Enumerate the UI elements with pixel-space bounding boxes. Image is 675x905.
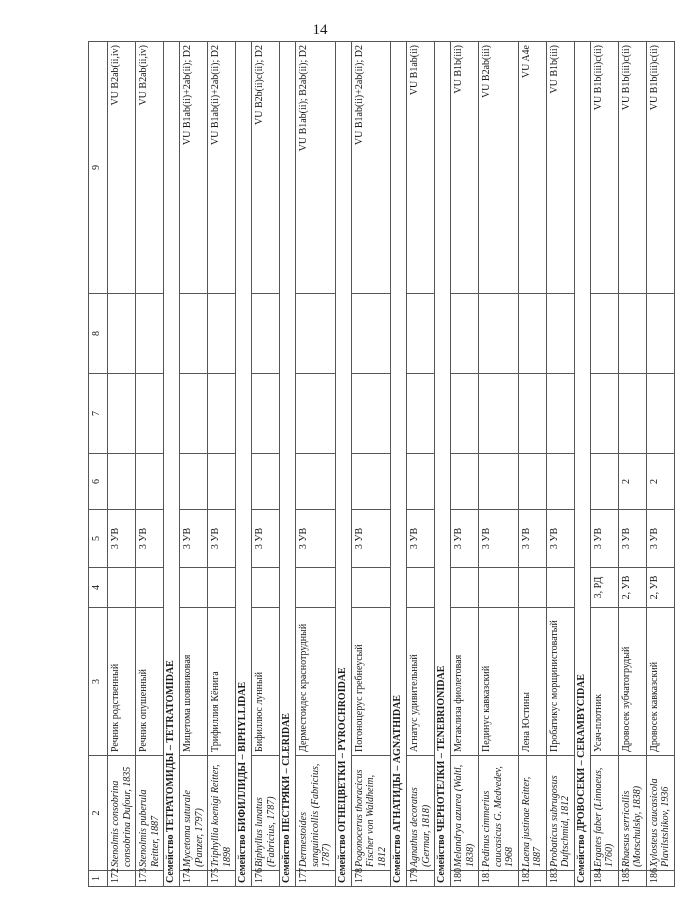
category-col-7 — [646, 374, 674, 454]
row-number: 175 — [208, 871, 236, 887]
category-col-8 — [252, 294, 280, 374]
latin-name: Melandrya azurea (Waltl, 1838) — [451, 756, 479, 871]
category-col-4 — [546, 568, 574, 608]
latin-name: Xylosteus caucasicola Plavilstshikov, 1936 — [646, 756, 674, 871]
latin-name: Stenolmis consobrina consobrina Dufour, 1835 — [108, 756, 136, 871]
column-header-8: 8 — [89, 294, 108, 374]
category-col-6 — [590, 454, 618, 510]
category-col-4 — [451, 568, 479, 608]
column-header-1: 1 — [89, 871, 108, 887]
russian-name: Дровосек зубчатогрудый — [618, 608, 646, 756]
russian-name: Трифиллия Кёнига — [208, 608, 236, 756]
category-col-7 — [590, 374, 618, 454]
category-col-4 — [180, 568, 208, 608]
row-number: 185 — [618, 871, 646, 887]
header-row — [89, 42, 108, 887]
family-row — [391, 42, 407, 887]
category-col-7 — [546, 374, 574, 454]
species-row — [518, 42, 546, 887]
russian-name: Речник родственный — [108, 608, 136, 756]
category-col-6 — [180, 454, 208, 510]
latin-name: Dermestoides sanguinicollis (Fabricius, 1787) — [296, 756, 336, 871]
category-col-5: 3 УВ — [646, 510, 674, 568]
species-row — [180, 42, 208, 887]
iucn-criteria: VU B2ab(ii,iv) — [108, 42, 136, 294]
category-col-8 — [351, 294, 391, 374]
latin-name: Agnathus decoratus (Germar, 1818) — [407, 756, 435, 871]
category-col-4: 2, УВ — [618, 568, 646, 608]
category-col-7 — [208, 374, 236, 454]
latin-name: Ergates faber (Linnaeus, 1760) — [590, 756, 618, 871]
russian-name: Бифиллюс лунный — [252, 608, 280, 756]
row-number: 186 — [646, 871, 674, 887]
latin-name: Triphyllia koenigi Reitter, 1898 — [208, 756, 236, 871]
category-col-8 — [296, 294, 336, 374]
iucn-criteria: VU B1b(iii)c(ii) — [618, 42, 646, 294]
russian-name: Дровосек кавказский — [646, 608, 674, 756]
category-col-5: 3 УВ — [208, 510, 236, 568]
family-row — [164, 42, 180, 887]
column-header-6: 6 — [89, 454, 108, 510]
latin-name: Pedinus cimmerius caucasicus G. Medvedev, 1968 — [479, 756, 519, 871]
column-header-5: 5 — [89, 510, 108, 568]
russian-name: Пединус кавказский — [479, 608, 519, 756]
category-col-6 — [451, 454, 479, 510]
category-col-4 — [479, 568, 519, 608]
category-col-6 — [208, 454, 236, 510]
latin-name: Rhaesus serricollis (Motschulsky, 1838) — [618, 756, 646, 871]
category-col-5: 3 УВ — [590, 510, 618, 568]
column-header-9: 9 — [89, 42, 108, 294]
russian-name: Речник опушенный — [136, 608, 164, 756]
category-col-4 — [351, 568, 391, 608]
russian-name: Пробатикус морщинистоватый — [546, 608, 574, 756]
category-col-7 — [252, 374, 280, 454]
family-row — [280, 42, 296, 887]
category-col-4 — [518, 568, 546, 608]
category-col-5: 3 УВ — [351, 510, 391, 568]
iucn-criteria: VU B2ab(ii,iv) — [136, 42, 164, 294]
category-col-4 — [108, 568, 136, 608]
row-number: 178 — [351, 871, 391, 887]
category-col-5: 3 УВ — [518, 510, 546, 568]
species-row — [351, 42, 391, 887]
iucn-criteria: VU B1ab(ii)+2ab(ii); D2 — [180, 42, 208, 294]
category-col-7 — [407, 374, 435, 454]
species-row — [546, 42, 574, 887]
latin-name: Laena justinae Reitter, 1887 — [518, 756, 546, 871]
column-header-3: 3 — [89, 608, 108, 756]
category-col-5: 3 УВ — [451, 510, 479, 568]
family-label: Семейство ДРОВОСЕКИ – CERAMBYCIDAE — [574, 42, 590, 887]
page-number: 14 — [312, 22, 328, 38]
category-col-4: 2, УВ — [646, 568, 674, 608]
row-number: 176 — [252, 871, 280, 887]
iucn-criteria: VU B2ab(iii) — [479, 42, 519, 294]
row-number: 172 — [108, 871, 136, 887]
species-row — [646, 42, 674, 887]
category-col-6 — [351, 454, 391, 510]
category-col-7 — [108, 374, 136, 454]
category-col-8 — [618, 294, 646, 374]
species-row — [451, 42, 479, 887]
category-col-5: 3 УВ — [180, 510, 208, 568]
iucn-criteria: VU B1ab(ii); B2ab(ii); D2 — [296, 42, 336, 294]
category-col-6 — [407, 454, 435, 510]
column-header-2: 2 — [89, 756, 108, 871]
category-col-4 — [136, 568, 164, 608]
row-number: 179 — [407, 871, 435, 887]
row-number: 184 — [590, 871, 618, 887]
category-col-5: 3 УВ — [479, 510, 519, 568]
iucn-criteria: VU B1ab(ii)+2ab(ii); D2 — [351, 42, 391, 294]
family-label: Семейство ПЕСТРЯКИ – CLERIDAE — [280, 42, 296, 887]
category-col-4 — [208, 568, 236, 608]
species-row — [108, 42, 136, 887]
category-col-6 — [136, 454, 164, 510]
species-row — [296, 42, 336, 887]
category-col-8 — [208, 294, 236, 374]
category-col-7 — [451, 374, 479, 454]
category-col-5: 3 УВ — [108, 510, 136, 568]
iucn-criteria: VU B1b(iii)c(ii) — [646, 42, 674, 294]
species-row — [590, 42, 618, 887]
category-col-7 — [351, 374, 391, 454]
column-header-7: 7 — [89, 374, 108, 454]
species-row — [136, 42, 164, 887]
category-col-5: 3 УВ — [618, 510, 646, 568]
column-header-4: 4 — [89, 568, 108, 608]
category-col-8 — [546, 294, 574, 374]
category-col-8 — [646, 294, 674, 374]
category-col-8 — [180, 294, 208, 374]
category-col-7 — [136, 374, 164, 454]
category-col-7 — [518, 374, 546, 454]
latin-name: Biphyllus lunatus (Fabricius, 1787) — [252, 756, 280, 871]
row-number: 174 — [180, 871, 208, 887]
latin-name: Mycetoma suturale (Panzer, 1797) — [180, 756, 208, 871]
species-row — [618, 42, 646, 887]
iucn-criteria: VU B1ab(ii)+2ab(ii); D2 — [208, 42, 236, 294]
species-row — [208, 42, 236, 887]
category-col-8 — [590, 294, 618, 374]
family-label: Семейство ЧЕРНОТЕЛКИ – TENEBRIONIDAE — [435, 42, 451, 887]
family-label: Семейство ТЕТРАТОМИДЫ – TETRATOMIDAE — [164, 42, 180, 887]
russian-name: Лена Юстины — [518, 608, 546, 756]
category-col-5: 3 УВ — [296, 510, 336, 568]
russian-name: Дерместоидес краснотрудный — [296, 608, 336, 756]
row-number: 177 — [296, 871, 336, 887]
category-col-7 — [296, 374, 336, 454]
latin-name: Pogonocerus thoracicus Fischer von Waldheim, 1812 — [351, 756, 391, 871]
family-row — [574, 42, 590, 887]
category-col-6 — [518, 454, 546, 510]
iucn-criteria: VU B1b(iii) — [546, 42, 574, 294]
row-number: 183 — [546, 871, 574, 887]
category-col-5: 3 УВ — [407, 510, 435, 568]
iucn-criteria: VU B1b(iii) — [451, 42, 479, 294]
species-row — [479, 42, 519, 887]
family-row — [335, 42, 351, 887]
category-col-6 — [546, 454, 574, 510]
category-col-5: 3 УВ — [252, 510, 280, 568]
species-row — [252, 42, 280, 887]
category-col-7 — [479, 374, 519, 454]
category-col-4 — [252, 568, 280, 608]
iucn-criteria: VU B2b(ii)c(ii); D2 — [252, 42, 280, 294]
family-row — [236, 42, 252, 887]
row-number: 182 — [518, 871, 546, 887]
iucn-criteria: VU A4e — [518, 42, 546, 294]
category-col-8 — [518, 294, 546, 374]
russian-name: Погоноцерус гребнеусый — [351, 608, 391, 756]
species-row — [407, 42, 435, 887]
rotated-table-container — [88, 42, 671, 887]
category-col-7 — [618, 374, 646, 454]
iucn-criteria: VU B1ab(ii) — [407, 42, 435, 294]
category-col-5: 3 УВ — [546, 510, 574, 568]
category-col-8 — [479, 294, 519, 374]
category-col-4: 3, РД — [590, 568, 618, 608]
category-col-6 — [479, 454, 519, 510]
category-col-8 — [451, 294, 479, 374]
category-col-6 — [296, 454, 336, 510]
category-col-6 — [108, 454, 136, 510]
category-col-8 — [136, 294, 164, 374]
russian-name: Усач-плотник — [590, 608, 618, 756]
latin-name: Probaticus subrugosus Duftschmid, 1812 — [546, 756, 574, 871]
latin-name: Stenolmis puberula Reitter, 1887 — [136, 756, 164, 871]
family-label: Семейство ОГНЕЦВЕТКИ – PYROCHROIDAE — [335, 42, 351, 887]
row-number: 173 — [136, 871, 164, 887]
category-col-5: 3 УВ — [136, 510, 164, 568]
family-row — [435, 42, 451, 887]
family-label: Семейство АГНАТИДЫ – AGNATHIDAE — [391, 42, 407, 887]
iucn-criteria: VU B1b(iii)c(ii) — [590, 42, 618, 294]
row-number: 181 — [479, 871, 519, 887]
category-col-6: 2 — [646, 454, 674, 510]
category-col-4 — [296, 568, 336, 608]
russian-name: Мицетома шовниковая — [180, 608, 208, 756]
family-label: Семейство БИФИЛЛИДЫ – BIPHYLLIDAE — [236, 42, 252, 887]
red-list-table — [88, 41, 675, 887]
row-number: 180 — [451, 871, 479, 887]
category-col-4 — [407, 568, 435, 608]
russian-name: Агнатус удивительный — [407, 608, 435, 756]
russian-name: Метаклиза фиолетовая — [451, 608, 479, 756]
category-col-8 — [108, 294, 136, 374]
category-col-8 — [407, 294, 435, 374]
category-col-7 — [180, 374, 208, 454]
category-col-6: 2 — [618, 454, 646, 510]
table-body — [108, 42, 675, 887]
category-col-6 — [252, 454, 280, 510]
